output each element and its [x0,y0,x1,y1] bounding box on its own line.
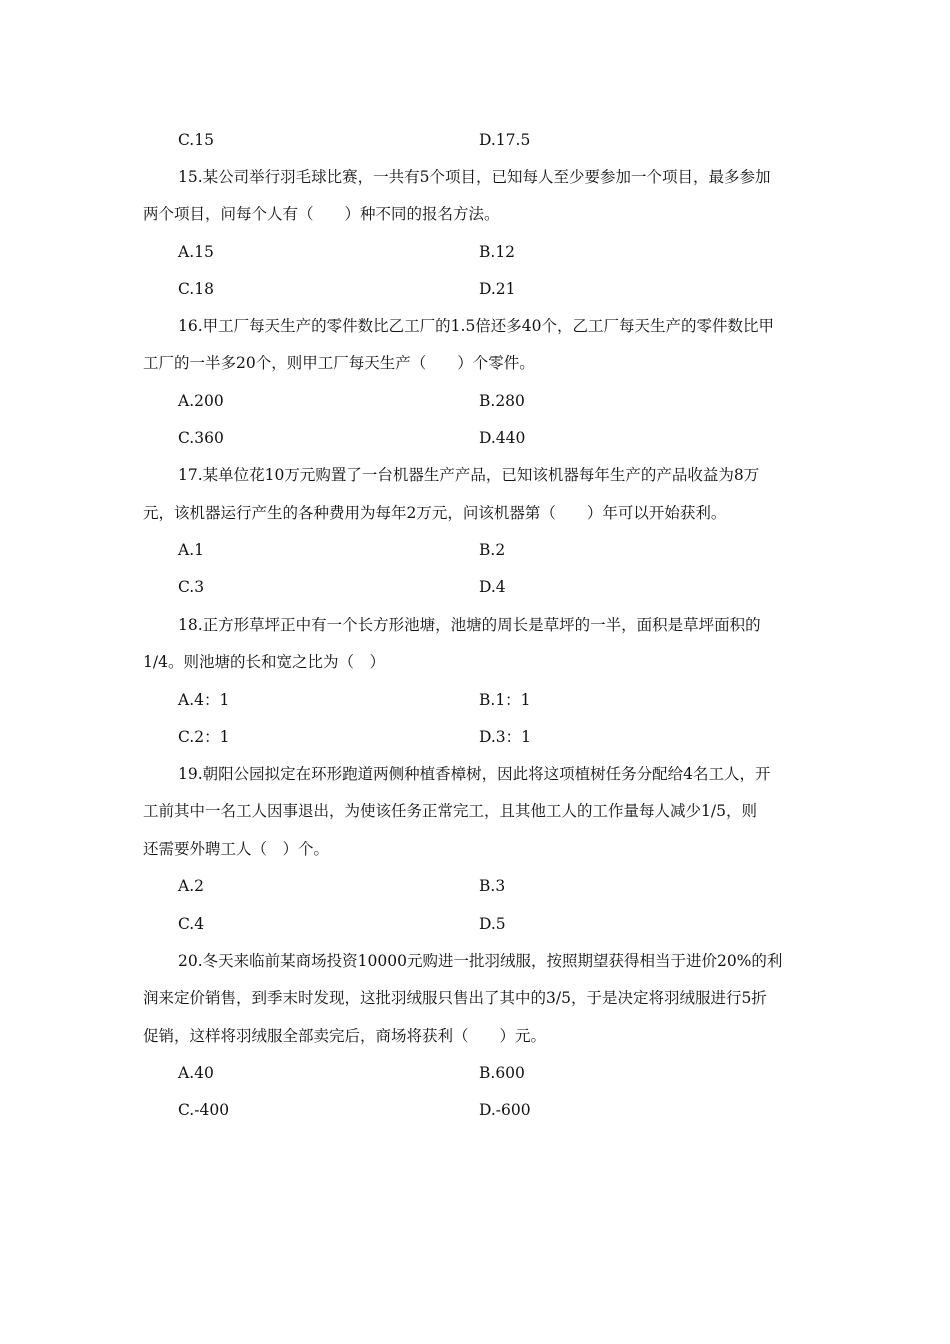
q17-text: 17.某单位花10万元购置了一台机器生产产品，已知该机器每年生产的产品收益为8万 [178,466,760,484]
q18-text: 18.正方形草坪正中有一个长方形池塘，池塘的周长是草坪的一半，面积是草坪面积的 [178,616,761,634]
q18-options-row-cd [0,724,950,750]
q18-stem-line-1 [0,612,950,638]
q16-option-c: C.360 [178,429,224,447]
q20-text: 润来定价销售，到季末时发现，这批羽绒服只售出了其中的3/5，于是决定将羽绒服进行5折 [143,989,767,1007]
q19-stem-line-1 [0,761,950,787]
q17-option-a: A.1 [178,541,204,559]
q19-option-d: D.5 [479,915,506,933]
q19-stem-line-2 [0,798,950,824]
q18-option-b: B.1：1 [479,691,531,709]
q20-stem-line-1 [0,948,950,974]
q20-options-row-cd [0,1097,950,1123]
q20-option-c: C.-400 [178,1101,230,1119]
q15-option-a: A.15 [178,243,214,261]
q17-option-d: D.4 [479,578,506,596]
q18-options-row-ab [0,687,950,713]
q20-option-d: D.-600 [479,1101,531,1119]
q18-option-a: A.4：1 [178,691,230,709]
q19-option-c: C.4 [178,915,205,933]
q20-text: 促销，这样将羽绒服全部卖完后，商场将获利（ ）元。 [143,1027,547,1045]
q16-stem-line-2 [0,350,950,376]
q14-option-c: C.15 [178,131,214,149]
q16-text: 工厂的一半多20个，则甲工厂每天生产（ ）个零件。 [143,354,535,372]
q15-options-row-cd [0,276,950,302]
q15-options-row-ab [0,239,950,265]
q17-options-row-ab [0,537,950,563]
q15-text: 两个项目，问每个人有（ ）种不同的报名方法。 [143,205,500,223]
q14-option-d: D.17.5 [479,131,531,149]
q19-option-a: A.2 [178,877,204,895]
q15-option-c: C.18 [178,280,214,298]
q17-stem-line-2 [0,500,950,526]
q16-options-row-ab [0,388,950,414]
q15-stem-line-2 [0,201,950,227]
q17-stem-line-1 [0,462,950,488]
q16-option-d: D.440 [479,429,526,447]
q15-text: 15.某公司举行羽毛球比赛，一共有5个项目，已知每人至少要参加一个项目，最多参加 [178,168,771,186]
q20-stem-line-3 [0,1023,950,1049]
q18-stem-line-2 [0,649,950,675]
q19-text: 工前其中一名工人因事退出，为使该任务正常完工，且其他工人的工作量每人减少1/5，则 [143,802,757,820]
q16-options-row-cd [0,425,950,451]
q16-text: 16.甲工厂每天生产的零件数比乙工厂的1.5倍还多40个，乙工厂每天生产的零件数比甲 [178,317,775,335]
q18-text: 1/4。则池塘的长和宽之比为（ ） [143,653,385,671]
q19-options-row-ab [0,873,950,899]
q16-stem-line-1 [0,313,950,339]
q15-option-d: D.21 [479,280,516,298]
q16-option-b: B.280 [479,392,525,410]
q20-option-a: A.40 [178,1064,214,1082]
q16-option-a: A.200 [178,392,224,410]
q20-options-row-ab [0,1060,950,1086]
q15-stem-line-1 [0,164,950,190]
q17-option-c: C.3 [178,578,205,596]
q18-option-d: D.3：1 [479,728,532,746]
q15-option-b: B.12 [479,243,516,261]
q19-text: 19.朝阳公园拟定在环形跑道两侧种植香樟树，因此将这项植树任务分配给4名工人，开 [178,765,771,783]
q18-option-c: C.2：1 [178,728,230,746]
q19-options-row-cd [0,911,950,937]
q14-options-row-cd [0,127,950,153]
q17-options-row-cd [0,574,950,600]
q17-text: 元，该机器运行产生的各种费用为每年2万元，问该机器第（ ）年可以开始获利。 [143,504,727,522]
q20-stem-line-2 [0,985,950,1011]
q19-option-b: B.3 [479,877,506,895]
q19-stem-line-3 [0,836,950,862]
q20-text: 20.冬天来临前某商场投资10000元购进一批羽绒服，按照期望获得相当于进价20%的利 [178,952,783,970]
q17-option-b: B.2 [479,541,506,559]
q20-option-b: B.600 [479,1064,525,1082]
q19-text: 还需要外聘工人（ ）个。 [143,840,330,858]
